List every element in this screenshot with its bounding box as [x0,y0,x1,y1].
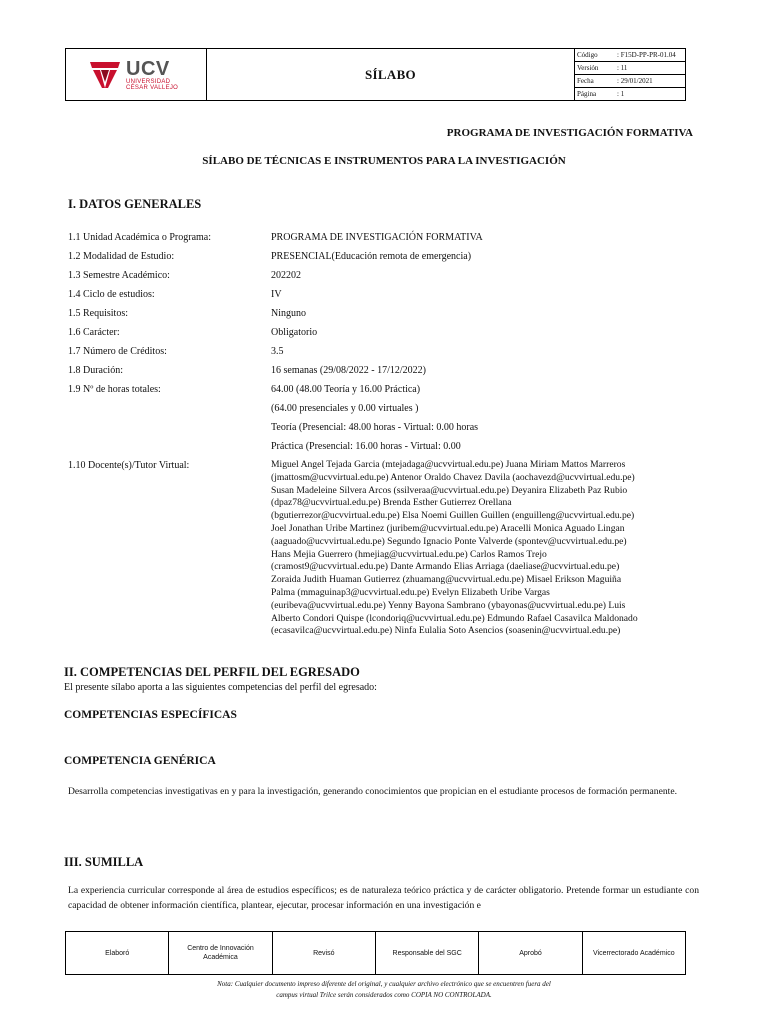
general-data-row [68,231,708,244]
document-title: SÍLABO [207,49,575,101]
teachers-line: (aaguado@ucvvirtual.edu.pe) Segundo Ignacio Ponte Valverde (spontev@ucvvirtual.edu.pe) [271,535,627,547]
general-data-value: 64.00 (48.00 Teoría y 16.00 Práctica) [271,384,421,395]
general-data-value: 202202 [271,270,301,281]
teachers-list [271,459,708,638]
competencia-generica-text: Desarrolla competencias investigativas en y para la investigación, generando conocimientos que propician en el estudiante procesos de formación permanente. [68,786,677,797]
general-data-label: 1.9 Nº de horas totales: [68,384,161,395]
general-data-value: PROGRAMA DE INVESTIGACIÓN FORMATIVA [271,232,483,243]
footer-note [0,979,768,1001]
general-data-row [68,307,708,320]
ucv-logo [66,59,206,91]
meta-value: : 29/01/2021 [617,77,653,85]
meta-row-page [575,88,685,100]
teachers-line: (dpaz78@ucvvirtual.edu.pe) Brenda Esther Gutierrez Orellana [271,497,512,509]
general-data-label: 1.7 Número de Créditos: [68,346,167,357]
general-data-row-teachers [68,459,708,638]
teachers-line: (jmattosm@ucvvirtual.edu.pe) Antenor Oraldo Chavez Davila (aochavezd@ucvvirtual.edu.pe) [271,471,635,483]
heading-competencias-especificas: COMPETENCIAS ESPECÍFICAS [64,709,237,721]
footer-cell-aprobo: Aprobó [479,932,582,975]
general-data-row [68,383,708,453]
competencias-intro: El presente sílabo aporta a las siguientes competencias del perfil del egresado: [64,682,377,693]
approval-footer [65,931,686,975]
general-data-label: 1.4 Ciclo de estudios: [68,289,155,300]
footer-note-line: campus virtual Trilce serán considerados como COPIA NO CONTROLADA. [276,991,492,999]
teachers-line: Hans Mejia Guerrero (hmejiag@ucvvirtual.edu.pe) Carlos Ramos Trejo [271,548,547,560]
document-meta [575,49,686,101]
meta-row-code [575,49,685,62]
general-data-row [68,364,708,377]
general-data-label: 1.1 Unidad Académica o Programa: [68,232,212,243]
general-data-row [68,326,708,339]
general-data-value: IV [271,289,282,300]
teachers-line: Susan Madeleine Silvera Arcos (ssilveraa@ucvvirtual.edu.pe) Deyanira Elizabeth Paz Rubio [271,484,628,496]
teachers-line: Alberto Condori Quispe (lcondoriq@ucvvirtual.edu.pe) Edmundo Rafael Casavilca Maldonado [271,612,638,624]
teachers-line: Joel Jonathan Uribe Martinez (juribem@ucvvirtual.edu.pe) Aracelli Monica Aguado Lingan [271,522,625,534]
general-data-label: 1.6 Carácter: [68,327,120,338]
teachers-line: (bgutierrezor@ucvvirtual.edu.pe) Elsa Noemi Guillen Guillen (enguilleng@ucvvirtual.edu.pe) [271,510,635,522]
general-data-row [68,269,708,282]
general-data-value: PRESENCIAL(Educación remota de emergencia) [271,251,472,262]
meta-key: Código [577,51,598,59]
footer-cell-centro-innovacion: Centro de Innovación Académica [169,932,272,975]
general-data-list [68,231,708,644]
program-title: PROGRAMA DE INVESTIGACIÓN FORMATIVA [446,127,693,139]
general-data-label: 1.8 Duración: [68,365,123,376]
footer-cell-elaboro: Elaboró [66,932,169,975]
syllabus-title: SÍLABO DE TÉCNICAS E INSTRUMENTOS PARA LA INVESTIGACIÓN [202,155,566,167]
section-heading-competencias: II. COMPETENCIAS DEL PERFIL DEL EGRESADO [64,665,360,679]
general-data-label: 1.2 Modalidad de Estudio: [68,251,175,262]
section-heading-datos-generales: I. DATOS GENERALES [68,197,202,211]
meta-value: : 1 [617,90,625,98]
ucv-logo-icon [90,60,120,90]
footer-note-line: Nota: Cualquier documento impreso diferente del original, y cualquier archivo electrónico que se encuentren fuera del [217,980,551,988]
general-data-value: Ninguno [271,308,306,319]
heading-competencia-generica: COMPETENCIA GENÉRICA [64,755,216,767]
general-data-row [68,345,708,358]
logo-subtitle-2: CÉSAR VALLEJO [126,84,179,91]
teachers-line: Palma (mmaguinap3@ucvvirtual.edu.pe) Evelyn Elizabeth Uribe Vargas [271,586,550,598]
general-data-label: 1.5 Requisitos: [68,308,129,319]
general-data-row [68,250,708,263]
general-data-label: 1.10 Docente(s)/Tutor Virtual: [68,460,190,471]
general-data-label: 1.3 Semestre Académico: [68,270,170,281]
teachers-line: (ecasavilca@ucvvirtual.edu.pe) Ninfa Eulalia Soto Asencios (soasenin@ucvvirtual.edu.pe) [271,625,621,637]
logo-subtitle-1: UNIVERSIDAD [126,78,171,85]
general-data-value: 16 semanas (29/08/2022 - 17/12/2022) [271,365,426,376]
document-header [65,48,686,101]
meta-key: Fecha [577,77,594,85]
general-data-value: 3.5 [271,346,284,357]
teachers-line: (cramost9@ucvvirtual.edu.pe) Dante Armando Elias Arriaga (daeliase@ucvvirtual.edu.pe) [271,561,620,573]
footer-cell-reviso: Revisó [272,932,375,975]
teachers-line: Miguel Angel Tejada Garcia (mtejadaga@ucvvirtual.edu.pe) Juana Miriam Mattos Marreros [271,459,626,470]
meta-value: : F15D-PP-PR-01.04 [617,51,676,59]
general-data-row [68,288,708,301]
footer-cell-vicerrectorado: Vicerrectorado Académico [582,932,685,975]
section-heading-sumilla: III. SUMILLA [64,855,144,869]
logo-cell [66,49,207,101]
footer-cell-responsable-sgc: Responsable del SGC [375,932,478,975]
meta-key: Página [577,90,597,98]
general-data-value: Práctica (Presencial: 16.00 horas - Virtual: 0.00 [271,441,461,452]
sumilla-text: La experiencia curricular corresponde al área de estudios específicos; es de naturaleza teórico práctica y de carácter obligatorio. Pretende formar un estudiante con capacidad de obtener información científica, plantear, ejecutar, procesar información en una investigación e [68,885,699,911]
meta-row-version [575,62,685,75]
meta-key: Versión [577,64,599,72]
logo-wordmark: UCV [126,57,170,80]
meta-value: : 11 [617,64,628,72]
teachers-line: Zoraida Judith Huaman Gutierrez (zhuamang@ucvvirtual.edu.pe) Misael Erikson Maguiña [271,574,622,586]
meta-row-date [575,75,685,88]
general-data-value: (64.00 presenciales y 0.00 virtuales ) [271,403,419,414]
general-data-value: Teoría (Presencial: 48.00 horas - Virtual: 0.00 horas [271,422,479,433]
teachers-line: (euribeva@ucvvirtual.edu.pe) Yenny Bayona Sambrano (ybayonas@ucvvirtual.edu.pe) Luis [271,599,626,611]
general-data-value: Obligatorio [271,327,318,338]
